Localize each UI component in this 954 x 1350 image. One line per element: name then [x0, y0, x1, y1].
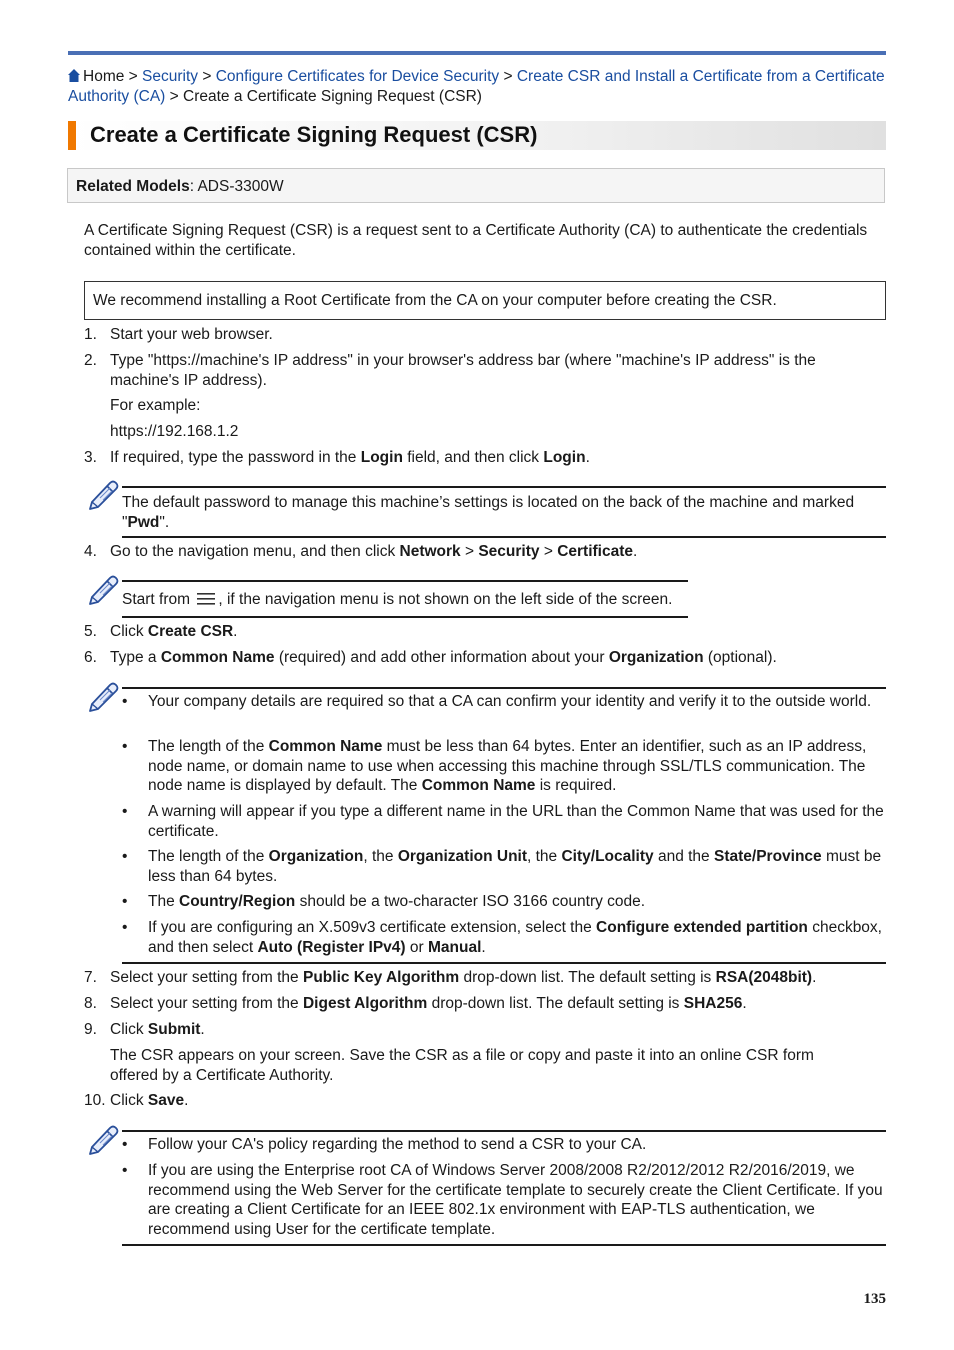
page-number: 135: [863, 1291, 886, 1307]
step-number: 2.: [84, 352, 97, 369]
breadcrumb: [68, 67, 886, 107]
breadcrumb-separator: >: [202, 68, 212, 85]
step-text: Click Submit.: [110, 1021, 205, 1038]
for-example-label: For example:: [110, 397, 201, 414]
top-rule: [68, 51, 886, 55]
step-number: 3.: [84, 449, 97, 466]
breadcrumb-configure-link[interactable]: Configure Certificates for Device Security: [215, 68, 500, 85]
step-text: If required, type the password in the Login field, and then click Login.: [110, 449, 590, 466]
example-url: https://192.168.1.2: [110, 423, 239, 440]
step-text: Go to the navigation menu, and then click Network > Security > Certificate.: [110, 543, 638, 560]
related-models-box: [67, 168, 885, 203]
step-number: 4.: [84, 543, 97, 560]
step-text: Type "https://machine's IP address" in your browser's address bar (where "machine's IP address" is the machine's IP address).: [110, 352, 816, 389]
breadcrumb-current: Create a Certificate Signing Request (CSR): [183, 88, 482, 105]
pencil-note-icon: [86, 573, 120, 605]
related-models-value: : ADS-3300W: [189, 178, 284, 195]
recommend-note: We recommend installing a Root Certificate from the CA on your computer before creating the CSR.: [84, 281, 886, 320]
breadcrumb-separator: >: [503, 68, 513, 85]
breadcrumb-create-install-link[interactable]: Create CSR and Install a Certificate from a Certificate Authority (CA): [68, 68, 885, 105]
menu-icon: [197, 593, 215, 605]
breadcrumb-separator: >: [128, 68, 138, 85]
step-number: 8.: [84, 995, 97, 1012]
home-icon[interactable]: [68, 69, 80, 82]
pencil-note-icon: [86, 680, 120, 712]
note-default-password: [122, 486, 886, 538]
step-text: Select your setting from the Digest Algorithm drop-down list. The default setting is SHA256.: [110, 995, 747, 1012]
pencil-note-icon: [86, 478, 120, 510]
step-9-result: The CSR appears on your screen. Save the CSR as a file or copy and paste it into an online CSR form offered by a Certificate Authority.: [110, 1047, 814, 1084]
step-text: Click Create CSR.: [110, 623, 238, 640]
step-number: 7.: [84, 969, 97, 986]
intro-paragraph: A Certificate Signing Request (CSR) is a request sent to a Certificate Authority (CA) to authenticate the credentials contained within the certificate.: [84, 222, 868, 259]
pencil-note-icon: [86, 1123, 120, 1155]
note-text: Start from , if the navigation menu is not shown on the left side of the screen.: [122, 591, 673, 608]
step-text: Start your web browser.: [110, 326, 273, 343]
note-navigation-menu: [122, 580, 688, 618]
breadcrumb-home[interactable]: Home: [83, 68, 125, 85]
step-text: Type a Common Name (required) and add other information about your Organization (optional).: [110, 649, 777, 666]
step-number: 6.: [84, 649, 97, 666]
title-accent-bar: [68, 121, 76, 150]
page-title: Create a Certificate Signing Request (CSR): [90, 122, 538, 147]
step-number: 1.: [84, 326, 97, 343]
step-text: Click Save.: [110, 1092, 189, 1109]
step-number: 9.: [84, 1021, 97, 1038]
step-number: 10.: [84, 1092, 106, 1109]
related-models-label: Related Models: [76, 178, 190, 195]
step-text: Select your setting from the Public Key Algorithm drop-down list. The default setting is RSA(2048bit).: [110, 969, 817, 986]
step-number: 5.: [84, 623, 97, 640]
note-text: The default password to manage this machine’s settings is located on the back of the machine and marked "Pwd".: [122, 494, 855, 531]
breadcrumb-separator: >: [169, 88, 179, 105]
breadcrumb-security-link[interactable]: Security: [142, 68, 199, 85]
page-title-bar: [68, 121, 886, 150]
